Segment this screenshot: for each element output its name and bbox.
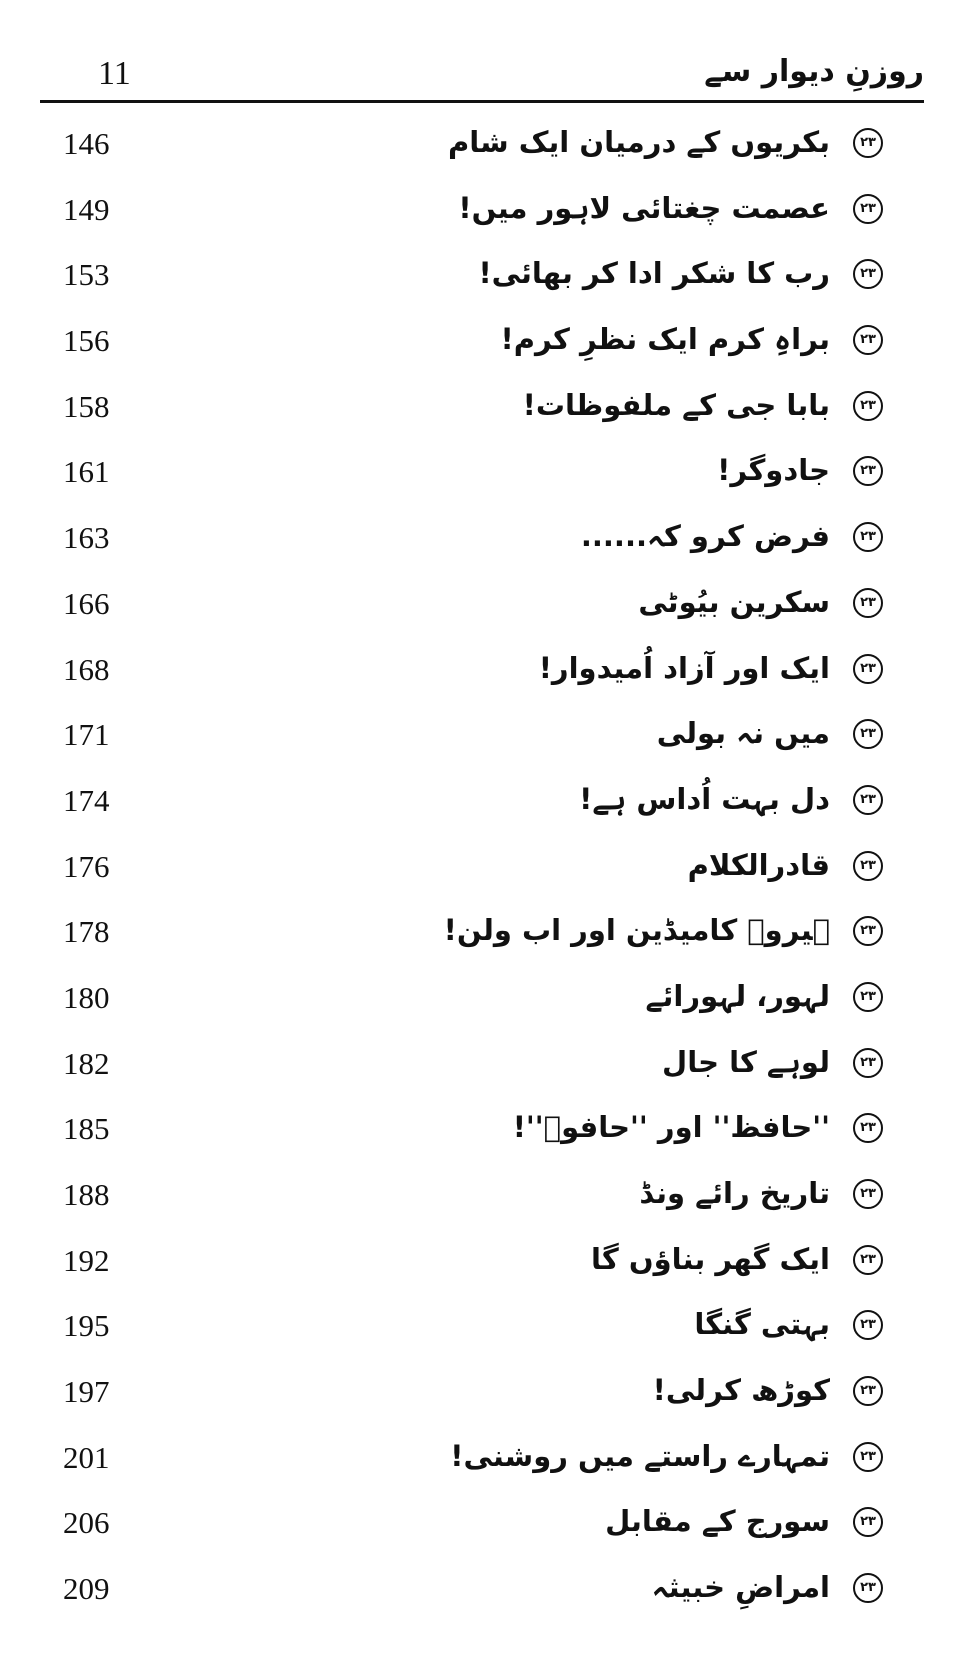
toc-page-number: 201 xyxy=(63,1439,110,1475)
toc-entry-title: لوہے کا جال xyxy=(662,1044,830,1079)
toc-entry-title: بکریوں کے درمیان ایک شام xyxy=(447,125,830,159)
toc-page-number: 197 xyxy=(63,1374,110,1410)
circled-number-icon: ۲۳ xyxy=(853,259,883,289)
circled-number-icon: ۲۳ xyxy=(853,1376,883,1406)
toc-entry xyxy=(0,1360,968,1426)
toc-entry-title: لہور، لہورائے xyxy=(645,978,830,1013)
circled-number-icon: ۲۳ xyxy=(853,391,883,421)
circled-number-icon: ۲۳ xyxy=(853,785,883,815)
toc-page-number: 182 xyxy=(63,1045,110,1081)
toc-entry-title: ہیروؔ کامیڈین اور اب ولن! xyxy=(443,913,830,948)
toc-entry-title: ایک اور آزاد اُمیدوار! xyxy=(538,650,830,685)
toc-page-number: 146 xyxy=(63,126,110,161)
toc-entry xyxy=(0,1229,968,1295)
circled-number-icon: ۲۳ xyxy=(853,1507,883,1537)
toc-entry xyxy=(0,440,968,506)
toc-page-number: 206 xyxy=(63,1505,110,1541)
toc-entry xyxy=(0,572,968,638)
toc-entry-title: سکرین بیُوٹی xyxy=(638,584,830,619)
toc-page-number: 209 xyxy=(63,1571,110,1607)
toc-entry xyxy=(0,243,968,309)
toc-entry xyxy=(0,1294,968,1360)
toc-entry xyxy=(0,506,968,572)
circled-number-icon: ۲۳ xyxy=(853,982,883,1012)
toc-page-number: 149 xyxy=(63,191,110,227)
toc-page-number: 166 xyxy=(63,585,110,621)
toc-page-number: 161 xyxy=(63,454,110,490)
toc-entry-title: جادوگر! xyxy=(717,453,830,488)
toc-entry xyxy=(0,178,968,244)
toc-entry-title: رب کا شکر ادا کر بھائی! xyxy=(478,256,830,291)
toc-entry-title: دل بہت اُداس ہے! xyxy=(579,781,830,816)
table-of-contents xyxy=(0,112,968,1623)
page-number: 11 xyxy=(98,55,131,92)
toc-entry xyxy=(0,1557,968,1623)
toc-entry xyxy=(0,638,968,704)
toc-entry xyxy=(0,1426,968,1492)
toc-entry-title: سورج کے مقابل xyxy=(605,1504,830,1539)
toc-page-number: 195 xyxy=(63,1308,110,1344)
toc-page-number: 158 xyxy=(63,388,110,424)
circled-number-icon: ۲۳ xyxy=(853,1573,883,1603)
toc-entry xyxy=(0,1032,968,1098)
circled-number-icon: ۲۳ xyxy=(853,851,883,881)
circled-number-icon: ۲۳ xyxy=(853,916,883,946)
toc-entry xyxy=(0,112,968,178)
toc-page-number: 174 xyxy=(63,782,110,818)
circled-number-icon: ۲۳ xyxy=(853,1113,883,1143)
toc-page-number: 168 xyxy=(63,651,110,687)
toc-entry xyxy=(0,1097,968,1163)
page-header xyxy=(40,50,924,100)
toc-entry-title: عصمت چغتائی لاہور میں! xyxy=(458,190,830,225)
toc-entry xyxy=(0,769,968,835)
circled-number-icon: ۲۳ xyxy=(853,1245,883,1275)
toc-entry-title: قادرالکلام xyxy=(687,847,830,882)
toc-page-number: 153 xyxy=(63,257,110,293)
toc-page-number: 163 xyxy=(63,520,110,556)
toc-entry xyxy=(0,309,968,375)
toc-entry-title: بابا جی کے ملفوظات! xyxy=(522,387,830,422)
toc-page-number: 176 xyxy=(63,848,110,884)
header-divider xyxy=(40,100,924,103)
toc-entry-title: تاریخ رائے ونڈ xyxy=(639,1176,830,1210)
circled-number-icon: ۲۳ xyxy=(853,719,883,749)
circled-number-icon: ۲۳ xyxy=(853,1442,883,1472)
toc-entry xyxy=(0,900,968,966)
toc-entry xyxy=(0,1491,968,1557)
toc-entry-title: تمہارے راستے میں روشنی! xyxy=(450,1438,830,1473)
circled-number-icon: ۲۳ xyxy=(853,1048,883,1078)
circled-number-icon: ۲۳ xyxy=(853,1179,883,1209)
toc-entry xyxy=(0,1163,968,1229)
circled-number-icon: ۲۳ xyxy=(853,325,883,355)
toc-entry-title: ''حافظ'' اور ''حافوؔ''! xyxy=(512,1110,830,1145)
toc-entry-title: ایک گھر بناؤں گا xyxy=(590,1241,830,1276)
circled-number-icon: ۲۳ xyxy=(853,654,883,684)
toc-entry-title: براہِ کرم ایک نظرِ کرم! xyxy=(500,322,830,357)
circled-number-icon: ۲۳ xyxy=(853,522,883,552)
running-title: روزنِ دیوار سے xyxy=(704,54,924,89)
circled-number-icon: ۲۳ xyxy=(853,1310,883,1340)
toc-page-number: 185 xyxy=(63,1111,110,1147)
toc-page-number: 188 xyxy=(63,1177,110,1212)
toc-entry xyxy=(0,703,968,769)
circled-number-icon: ۲۳ xyxy=(853,456,883,486)
toc-entry xyxy=(0,835,968,901)
toc-page-number: 178 xyxy=(63,914,110,950)
toc-page-number: 192 xyxy=(63,1242,110,1278)
toc-entry-title: میں نہ بولی xyxy=(656,716,830,751)
toc-entry-title: بہتی گنگا xyxy=(694,1307,830,1342)
toc-page-number: 180 xyxy=(63,979,110,1015)
circled-number-icon: ۲۳ xyxy=(853,588,883,618)
toc-page-number: 156 xyxy=(63,323,110,359)
toc-entry-title: امراضِ خبیثہ xyxy=(651,1570,830,1605)
toc-entry-title: کوڑھ کرلی! xyxy=(652,1373,830,1408)
circled-number-icon: ۲۳ xyxy=(853,194,883,224)
toc-entry xyxy=(0,966,968,1032)
toc-entry-title: فرض کرو کہ...... xyxy=(580,519,830,554)
circled-number-icon: ۲۳ xyxy=(853,128,883,158)
toc-entry xyxy=(0,375,968,441)
toc-page-number: 171 xyxy=(63,717,110,753)
